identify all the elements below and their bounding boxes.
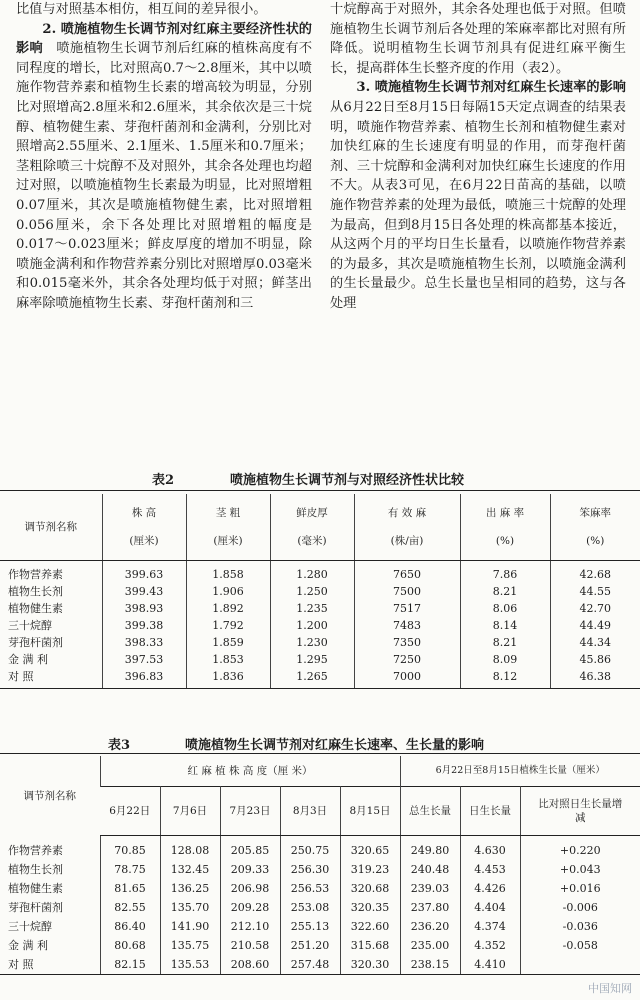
table3-cell: 250.75 (280, 835, 340, 860)
table3-cell: 82.55 (100, 898, 160, 917)
table3-cell: 256.30 (280, 860, 340, 879)
table2-cell: 1.200 (270, 617, 354, 634)
table3-group-row (0, 756, 640, 786)
table2-row-label: 作物营养素 (8, 568, 63, 581)
table2-cell: 1.250 (270, 583, 354, 600)
paragraph: 比值与对照基本相仿，相互间的差异很小。 (16, 2, 267, 17)
table3-cell: 320.30 (340, 955, 400, 975)
table3-cell: 209.33 (220, 860, 280, 879)
table2-cell: 7517 (354, 600, 460, 617)
table2-cell: 8.21 (460, 634, 550, 651)
table3-cell: +0.016 (520, 879, 640, 898)
table3-cell: 235.00 (400, 936, 460, 955)
watermark: 中国知网 (588, 982, 632, 995)
section-3 (330, 78, 626, 313)
table3-cell: 132.45 (160, 860, 220, 879)
table3-row-label: 三十烷醇 (8, 920, 52, 933)
table2-header: 株 高 (厘米) (102, 494, 186, 560)
section-3-text: 从6月22日至8月15日每隔15天定点调查的结果表明，喷施作物营养素、植物生长剂和植物健生素对加快红麻的生长速度有明显的作用，而芽孢杆菌剂、三十烷醇和金满利对加快红麻生长速度的作用不大。从表3可见，在6月22日苗高的基础，以喷施作物营养素的处理为最低，喷施三十烷醇的处理为最高，但到8月15日各处理的株高都基本接近，从这两个月的平均日生长量看，以喷施作物营养素的为最多，其次是喷施植物生长剂，以喷施金满利的生长量最少。总生长量也呈相同的趋势，这与各处理 (330, 99, 626, 311)
body-text (16, 0, 626, 462)
table3-row-label: 对 照 (0, 955, 100, 975)
table3-cell: -0.036 (520, 917, 640, 936)
table2-cell: 7.86 (460, 560, 550, 583)
table3-cell: 205.85 (220, 835, 280, 860)
table3-row (0, 898, 640, 917)
table3-cell: 319.23 (340, 860, 400, 879)
table2-cell: 7350 (354, 634, 460, 651)
table3-cell: 70.85 (100, 835, 160, 860)
table2-cell: 1.853 (186, 651, 270, 668)
table2-label: 表2 (152, 473, 175, 488)
table3-cell: +0.220 (520, 835, 640, 860)
table3-cell: 135.70 (160, 898, 220, 917)
table3-group-heights: 红 麻 植 株 高 度（厘 米） (100, 756, 400, 786)
table3-label: 表3 (108, 738, 131, 753)
table2-row (0, 600, 640, 617)
table2-row-label: 植物生长剂 (8, 585, 63, 598)
table3-row-label: 作物营养素 (8, 843, 63, 857)
table3-subheader: 总生长量 (400, 786, 460, 835)
table3-cell: 208.60 (220, 955, 280, 975)
table2-cell: 398.93 (102, 600, 186, 617)
table3-row-label: 植物健生素 (8, 882, 63, 895)
table2-cell: 45.86 (550, 651, 640, 668)
table2-cell: 1.295 (270, 651, 354, 668)
table3-subheader: 7月6日 (160, 786, 220, 835)
table3-cell: 4.410 (460, 955, 520, 975)
table3-cell: 135.75 (160, 936, 220, 955)
table3-cell: 240.48 (400, 860, 460, 879)
table2-cell: 1.235 (270, 600, 354, 617)
table3-cell: 86.40 (100, 917, 160, 936)
table2-row (0, 560, 640, 583)
table3-row (0, 860, 640, 879)
table2-cell: 7650 (354, 560, 460, 583)
table3-cell: 320.35 (340, 898, 400, 917)
table3-subheader: 比对照日生长量增减 (520, 786, 640, 835)
table3-subheader: 8月3日 (280, 786, 340, 835)
section-2-heading: 2. 喷施植物生长调节剂对红麻主要经济性状的影响 (16, 21, 312, 57)
table3-cell: 4.404 (460, 898, 520, 917)
table2-cell: 399.38 (102, 617, 186, 634)
table3-cell: 4.453 (460, 860, 520, 879)
table2-cell: 44.34 (550, 634, 640, 651)
table3-cell: 239.03 (400, 879, 460, 898)
table3-cell: -0.006 (520, 898, 640, 917)
table2-cell: 1.230 (270, 634, 354, 651)
table2-cell: 42.68 (550, 560, 640, 583)
table3-cell: 210.58 (220, 936, 280, 955)
table3-row-label: 植物生长剂 (8, 863, 63, 876)
table3-row-label: 芽孢杆菌剂 (8, 901, 63, 914)
table2-row-label: 植物健生素 (8, 602, 63, 615)
table3-top-rule (0, 753, 640, 754)
table3-row (0, 936, 640, 955)
table2-header: 茎 粗 (厘米) (186, 494, 270, 560)
table3-cell: 135.53 (160, 955, 220, 975)
table3-cell: 212.10 (220, 917, 280, 936)
paragraph: 十烷醇高于对照外，其余各处理也低于对照。但喷施植物生长调节剂后各处理的笨麻率都比对照有所降低。说明植物生长调节剂具有促进红麻平衡生长，提高群体生长整齐度的作用（表2）。 (330, 2, 626, 76)
table3-cell: 80.68 (100, 936, 160, 955)
table3-cell: 128.08 (160, 835, 220, 860)
table2-cell: 1.892 (186, 600, 270, 617)
table2-header: 有 效 麻 (株/亩) (354, 494, 460, 560)
table2-cell: 8.06 (460, 600, 550, 617)
table3-cell: 236.20 (400, 917, 460, 936)
table2-header: 鲜皮厚 (毫米) (270, 494, 354, 560)
table3-cell: 251.20 (280, 936, 340, 955)
table2-row-label: 对 照 (0, 668, 102, 689)
table2-cell: 397.53 (102, 651, 186, 668)
table2-cell: 399.43 (102, 583, 186, 600)
table3-cell: +0.043 (520, 860, 640, 879)
table2-cell: 398.33 (102, 634, 186, 651)
table2-cell: 8.21 (460, 583, 550, 600)
table2-header-row (0, 494, 640, 560)
table2-header: 笨麻率 (%) (550, 494, 640, 560)
table3-row (0, 917, 640, 936)
table2-cell: 44.55 (550, 583, 640, 600)
table2-cell: 1.859 (186, 634, 270, 651)
table3-cell: 136.25 (160, 879, 220, 898)
table3-cell: 141.90 (160, 917, 220, 936)
table3-cell: 4.426 (460, 879, 520, 898)
section-2 (16, 20, 312, 314)
right-column (330, 0, 626, 462)
table3-cell: 4.352 (460, 936, 520, 955)
table2-cell: 1.836 (186, 668, 270, 689)
table2-cell: 1.858 (186, 560, 270, 583)
table2-cell: 7483 (354, 617, 460, 634)
table3-row (0, 879, 640, 898)
table3-cell: 238.15 (400, 955, 460, 975)
table3-row (0, 835, 640, 860)
table3-cell: 237.80 (400, 898, 460, 917)
table2-cell: 8.09 (460, 651, 550, 668)
table3-cell: 206.98 (220, 879, 280, 898)
table2-title: 喷施植物生长调节剂与对照经济性状比较 (230, 473, 465, 488)
table3-row (0, 955, 640, 975)
table3-cell: 4.374 (460, 917, 520, 936)
table2-cell: 44.49 (550, 617, 640, 634)
table3-subheader: 6月22日 (100, 786, 160, 835)
table3-cell: 209.28 (220, 898, 280, 917)
table3-cell: 249.80 (400, 835, 460, 860)
table2-row-label: 金 满 利 (8, 653, 48, 666)
section-2-text: 喷施植物生长调节剂后红麻的植株高度有不同程度的增长，比对照高0.7～2.8厘米，其中以喷施作物营养素和植物生长素的增高较为明显，分别比对照增高2.8厘米和2.6厘米，其余依次是三十烷醇、植物健生素、芽孢杆菌剂和金满利，分别比对照增高2.55厘米、2.1厘米、1.5厘米和0.7厘米；茎粗除喷三十烷醇不及对照外，其余各处理也均超过对照，以喷施植物生长素最为明显，比对照增粗0.07厘米，其次是喷施植物健生素，比对照增粗0.056厘米，余下各处理比对照增粗的幅度是0.017～0.023厘米；鲜皮厚度的增加不明显，除喷施金满利和作物营养素分别比对照增厚0.03毫米和0.015毫米外，其余各处理均低于对照；鲜茎出麻率除喷施植物生长素、芽孢杆菌剂和三 (16, 41, 313, 311)
table3-group-growth: 6月22日至8月15日植株生长量（厘米） (400, 756, 640, 786)
table2 (0, 494, 640, 689)
table2-header: 出 麻 率 (%) (460, 494, 550, 560)
table3-subheader: 7月23日 (220, 786, 280, 835)
table3 (0, 756, 640, 975)
table3-cell: 82.15 (100, 955, 160, 975)
table2-cell: 7250 (354, 651, 460, 668)
table2-cell: 396.83 (102, 668, 186, 689)
table2-row (0, 583, 640, 600)
table2-cell: 399.63 (102, 560, 186, 583)
table2-row (0, 617, 640, 634)
table3-cell: -0.058 (520, 936, 640, 955)
table3-cell (520, 955, 640, 975)
table3-subheader: 8月15日 (340, 786, 400, 835)
table2-row-label: 三十烷醇 (8, 619, 52, 632)
table2-cell: 42.70 (550, 600, 640, 617)
table2-cell: 7500 (354, 583, 460, 600)
table2-row (0, 651, 640, 668)
table3-cell: 322.60 (340, 917, 400, 936)
table3-cell: 81.65 (100, 879, 160, 898)
table2-cell: 7000 (354, 668, 460, 689)
table3-cell: 253.08 (280, 898, 340, 917)
table2-cell: 1.792 (186, 617, 270, 634)
table3-cell: 315.68 (340, 936, 400, 955)
table3-cell: 320.65 (340, 835, 400, 860)
left-column (16, 0, 312, 462)
table3-cell: 320.68 (340, 879, 400, 898)
table3-cell: 4.630 (460, 835, 520, 860)
table3-cell: 257.48 (280, 955, 340, 975)
table2-cell: 1.265 (270, 668, 354, 689)
table3-subheader: 日生长量 (460, 786, 520, 835)
table2-cell: 8.14 (460, 617, 550, 634)
table3-title: 喷施植物生长调节剂对红麻生长速率、生长量的影响 (185, 738, 485, 753)
table2-cell: 46.38 (550, 668, 640, 689)
table3-cell: 78.75 (100, 860, 160, 879)
section-3-heading: 3. 喷施植物生长调节剂对红麻生长速率的影响 (356, 80, 626, 96)
table2-cell: 8.12 (460, 668, 550, 689)
table3-name-header: 调节剂名称 (23, 789, 76, 802)
table2-row (0, 634, 640, 651)
table2-row (0, 668, 640, 689)
table3-cell: 255.13 (280, 917, 340, 936)
table2-cell: 1.906 (186, 583, 270, 600)
table2-top-rule (0, 490, 640, 491)
table3-cell: 256.53 (280, 879, 340, 898)
table2-header: 调节剂名称 (0, 494, 102, 560)
table2-cell: 1.280 (270, 560, 354, 583)
table3-row-label: 金 满 利 (8, 939, 48, 952)
table2-row-label: 芽孢杆菌剂 (8, 636, 63, 649)
